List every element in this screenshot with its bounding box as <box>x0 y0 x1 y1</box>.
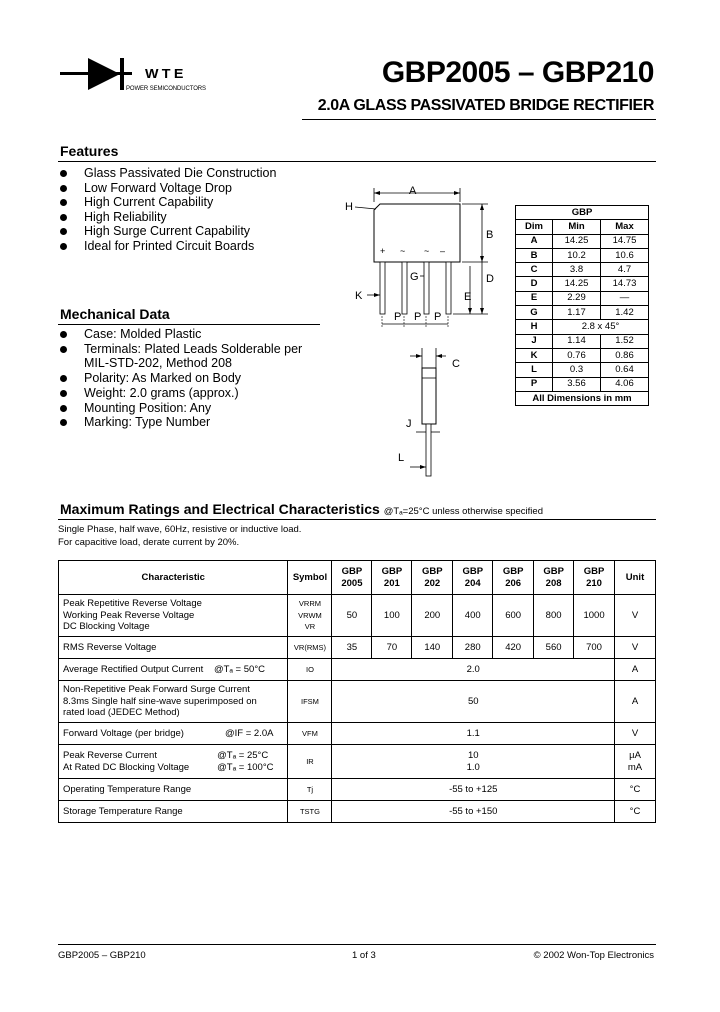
min-cell: 1.14 <box>553 334 601 348</box>
characteristic-header: Characteristic <box>59 561 288 595</box>
symbol-header: Symbol <box>288 561 332 595</box>
max-cell: 14.75 <box>601 234 649 248</box>
dim-cell: P <box>516 377 553 391</box>
vrms-unit: V <box>615 637 656 659</box>
part-header: GBP 210 <box>574 561 615 595</box>
list-item: Polarity: As Marked on Body <box>58 371 320 386</box>
part-header: GBP 204 <box>453 561 493 595</box>
dim-label-b: B <box>486 229 494 241</box>
vrrm-value: 100 <box>372 595 412 637</box>
dim-label-k: K <box>355 290 363 302</box>
io-value: 2.0 <box>332 659 615 681</box>
table-row <box>516 320 649 334</box>
max-cell: 0.86 <box>601 348 649 362</box>
io-unit: A <box>615 659 656 681</box>
ifsm-symbol: IFSM <box>288 681 332 723</box>
dim-cell: A <box>516 234 553 248</box>
tj-label: Operating Temperature Range <box>59 779 288 801</box>
max-cell: 10.6 <box>601 248 649 262</box>
max-cell: 1.52 <box>601 334 649 348</box>
min-cell: 3.56 <box>553 377 601 391</box>
max-cell: 1.42 <box>601 306 649 320</box>
vfm-condition: @IF = 2.0A <box>225 727 274 739</box>
table-row <box>516 277 649 291</box>
ir-value: 10 1.0 <box>332 745 615 779</box>
vrms-value: 35 <box>332 637 372 659</box>
footer-page-number: 1 of 3 <box>352 950 376 961</box>
ratings-title: Maximum Ratings and Electrical Characteristics <box>60 501 380 517</box>
vrrm-value: 400 <box>453 595 493 637</box>
table-row <box>516 306 649 320</box>
footer-copyright: © 2002 Won-Top Electronics <box>533 950 654 961</box>
part-header: GBP 208 <box>534 561 574 595</box>
max-cell: — <box>601 291 649 305</box>
tstg-label: Storage Temperature Range <box>59 801 288 823</box>
vrms-value: 140 <box>412 637 453 659</box>
max-header: Max <box>601 220 649 234</box>
list-item: Weight: 2.0 grams (approx.) <box>58 386 320 401</box>
footer-divider <box>58 944 656 945</box>
max-cell: 14.73 <box>601 277 649 291</box>
features-list <box>58 166 276 253</box>
features-heading: Features <box>60 143 119 159</box>
polarity-ac1: ~ <box>400 246 406 256</box>
dim-label-p3: P <box>434 311 442 323</box>
ir-label-cell <box>59 745 288 779</box>
vrrm-value: 800 <box>534 595 574 637</box>
ir-condition: @Tₐ = 25°C @Tₐ = 100°C <box>217 750 274 773</box>
dim-cell: H <box>516 320 553 334</box>
table-row <box>516 234 649 248</box>
unit-header: Unit <box>615 561 656 595</box>
dim-label-p1: P <box>394 311 402 323</box>
ifsm-unit: A <box>615 681 656 723</box>
page-subtitle: 2.0A GLASS PASSIVATED BRIDGE RECTIFIER <box>317 97 654 114</box>
dim-label-a: A <box>409 185 417 197</box>
ir-label: Peak Reverse Current At Rated DC Blocking Voltage <box>63 750 190 773</box>
tstg-symbol: TSTG <box>288 801 332 823</box>
dim-label-p2: P <box>414 311 422 323</box>
vfm-label-cell <box>59 723 288 745</box>
ir-symbol: IR <box>288 745 332 779</box>
ifsm-label: Non-Repetitive Peak Forward Surge Current 8.3ms Single half sine-wave superimposed on rated load (JEDEC Method) <box>59 681 288 723</box>
tj-unit: °C <box>615 779 656 801</box>
list-item: Case: Molded Plastic <box>58 327 320 342</box>
vrms-label: RMS Reverse Voltage <box>59 637 288 659</box>
vrms-value: 420 <box>493 637 534 659</box>
mechanical-list <box>58 327 320 430</box>
min-cell: 2.8 x 45° <box>553 320 649 334</box>
list-item: Ideal for Printed Circuit Boards <box>58 239 276 254</box>
dim-label-j: J <box>406 418 412 430</box>
dim-label-d: D <box>486 273 494 285</box>
max-cell: 4.7 <box>601 263 649 277</box>
table-row <box>516 263 649 277</box>
table-row <box>516 334 649 348</box>
features-divider <box>58 161 656 162</box>
min-cell: 3.8 <box>553 263 601 277</box>
vrrm-unit: V <box>615 595 656 637</box>
dim-label-l: L <box>398 452 405 464</box>
vfm-label: Forward Voltage (per bridge) <box>63 727 184 739</box>
list-item: High Reliability <box>58 210 276 225</box>
ratings-note-1: Single Phase, half wave, 60Hz, resistive or inductive load. <box>58 524 302 535</box>
tj-value: -55 to +125 <box>332 779 615 801</box>
page-title: GBP2005 – GBP210 <box>381 56 654 89</box>
vrms-value: 700 <box>574 637 615 659</box>
package-outline-diagram <box>340 180 510 480</box>
vfm-symbol: VFM <box>288 723 332 745</box>
mechanical-heading: Mechanical Data <box>60 306 170 322</box>
list-item: Low Forward Voltage Drop <box>58 181 276 196</box>
vrms-symbol: VR(RMS) <box>288 637 332 659</box>
title-divider <box>302 119 656 120</box>
tj-symbol: Tj <box>288 779 332 801</box>
dim-cell: G <box>516 306 553 320</box>
list-item: Mounting Position: Any <box>58 401 320 416</box>
vrrm-value: 1000 <box>574 595 615 637</box>
io-condition: @Tₐ = 50°C <box>213 663 265 675</box>
table-row <box>516 291 649 305</box>
vfm-value: 1.1 <box>332 723 615 745</box>
dim-cell: J <box>516 334 553 348</box>
polarity-plus: + <box>380 246 386 256</box>
part-header: GBP 2005 <box>332 561 372 595</box>
vfm-unit: V <box>615 723 656 745</box>
dim-cell: E <box>516 291 553 305</box>
polarity-ac2: ~ <box>424 246 430 256</box>
ratings-note-2: For capacitive load, derate current by 20%. <box>58 537 240 548</box>
list-item: Terminals: Plated Leads Solderable per MIL-STD-202, Method 208 <box>58 342 320 371</box>
footer-part-range: GBP2005 – GBP210 <box>58 950 146 961</box>
dimensions-footer: All Dimensions in mm <box>516 391 649 405</box>
part-header: GBP 202 <box>412 561 453 595</box>
vrms-value: 70 <box>372 637 412 659</box>
io-label: Average Rectified Output Current <box>63 663 204 675</box>
dimensions-table <box>515 205 649 406</box>
min-cell: 14.25 <box>553 234 601 248</box>
ifsm-value: 50 <box>332 681 615 723</box>
io-symbol: IO <box>288 659 332 681</box>
min-cell: 2.29 <box>553 291 601 305</box>
vrrm-value: 200 <box>412 595 453 637</box>
polarity-minus: – <box>440 246 446 256</box>
min-cell: 14.25 <box>553 277 601 291</box>
min-header: Min <box>553 220 601 234</box>
dim-cell: L <box>516 363 553 377</box>
dim-label-h: H <box>345 201 353 213</box>
max-cell: 4.06 <box>601 377 649 391</box>
vrrm-value: 50 <box>332 595 372 637</box>
vrrm-symbol: VRRM VRWM VR <box>288 595 332 637</box>
table-row <box>516 248 649 262</box>
vrms-value: 560 <box>534 637 574 659</box>
table-row <box>516 363 649 377</box>
mechanical-divider <box>58 324 320 325</box>
dim-cell: K <box>516 348 553 362</box>
ratings-condition: @Tₐ=25°C unless otherwise specified <box>383 506 543 517</box>
part-header: GBP 206 <box>493 561 534 595</box>
min-cell: 0.76 <box>553 348 601 362</box>
tstg-unit: °C <box>615 801 656 823</box>
part-header: GBP 201 <box>372 561 412 595</box>
list-item: High Current Capability <box>58 195 276 210</box>
dim-cell: B <box>516 248 553 262</box>
tstg-value: -55 to +150 <box>332 801 615 823</box>
brand-subtitle: POWER SEMICONDUCTORS <box>126 86 206 92</box>
brand-name: WTE <box>145 66 187 81</box>
min-cell: 10.2 <box>553 248 601 262</box>
vrrm-label: Peak Repetitive Reverse Voltage Working Peak Reverse Voltage DC Blocking Voltage <box>59 595 288 637</box>
min-cell: 1.17 <box>553 306 601 320</box>
dim-cell: C <box>516 263 553 277</box>
ratings-divider <box>58 519 656 520</box>
dim-cell: D <box>516 277 553 291</box>
vrrm-value: 600 <box>493 595 534 637</box>
ir-unit: µA mA <box>615 745 656 779</box>
ratings-table <box>58 560 656 823</box>
dim-label-c: C <box>452 358 460 370</box>
package-name: GBP <box>516 206 649 220</box>
list-item: High Surge Current Capability <box>58 224 276 239</box>
max-cell: 0.64 <box>601 363 649 377</box>
table-row <box>516 377 649 391</box>
dim-label-e: E <box>464 291 472 303</box>
list-item: Glass Passivated Die Construction <box>58 166 276 181</box>
dim-label-g: G <box>410 271 419 283</box>
io-label-cell <box>59 659 288 681</box>
table-row <box>516 348 649 362</box>
dimensions-rows <box>516 234 649 391</box>
dim-header: Dim <box>516 220 553 234</box>
list-item: Marking: Type Number <box>58 415 320 430</box>
vrms-value: 280 <box>453 637 493 659</box>
min-cell: 0.3 <box>553 363 601 377</box>
ratings-heading <box>60 501 543 517</box>
